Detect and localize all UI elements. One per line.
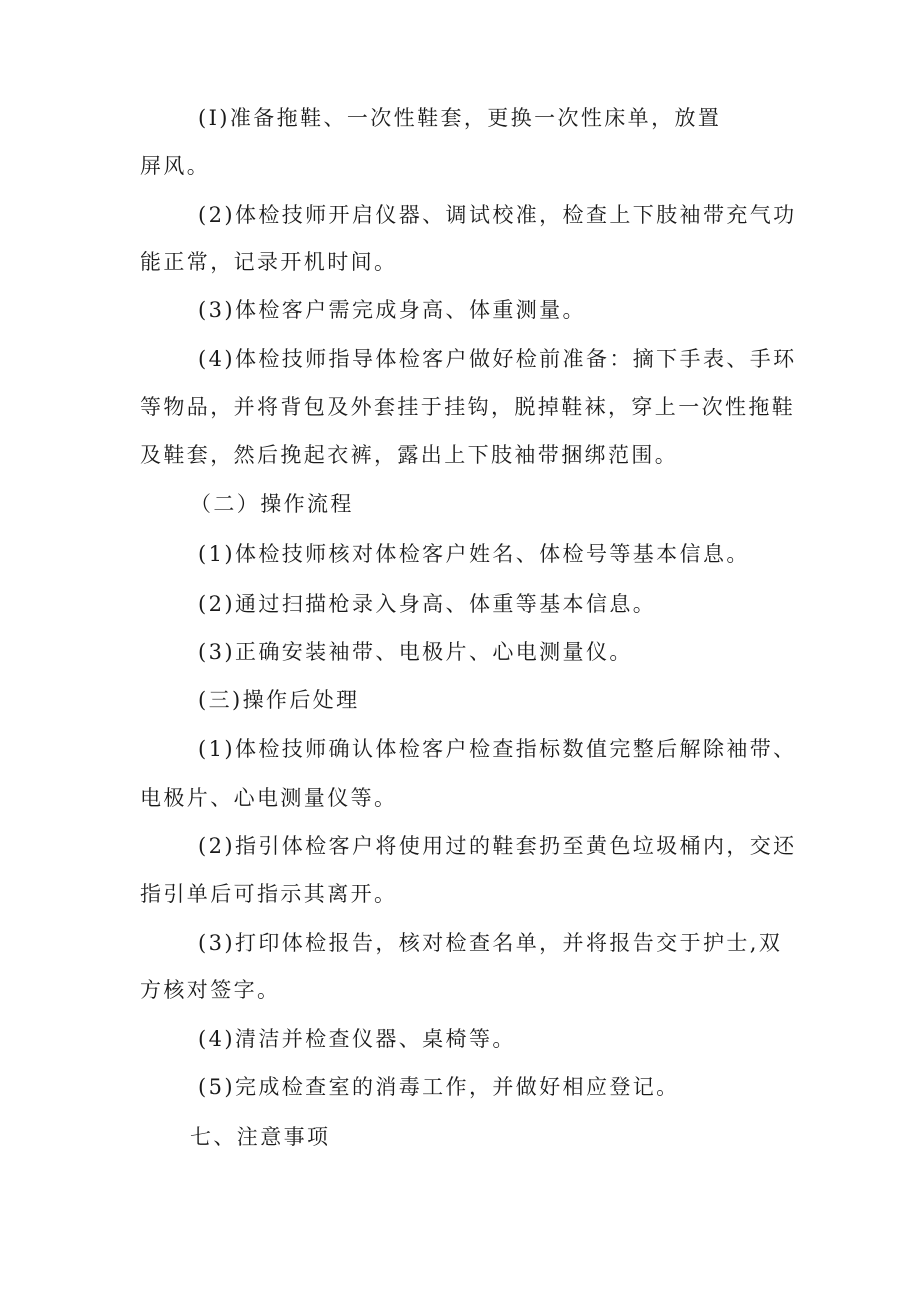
prep-item-4-line-3: 及鞋套，然后挽起衣裤，露出上下肢袖带捆绑范围。 [140, 443, 679, 467]
prep-item-3: (3)体检客户需完成身高、体重测量。 [198, 298, 586, 322]
prep-item-2-line-2: 能正常，记录开机时间。 [140, 250, 398, 274]
prep-item-4-line-1: (4)体检技师指导体检客户做好检前准备：摘下手表、手环 [198, 347, 797, 371]
operation-heading: （二）操作流程 [190, 492, 354, 516]
post-item-1-line-2: 电极片、心电测量仪等。 [140, 786, 398, 810]
post-item-5: (5)完成检查室的消毒工作，并做好相应登记。 [198, 1075, 680, 1099]
post-item-2-line-1: (2)指引体检客户将使用过的鞋套扔至黄色垃圾桶内，交还 [198, 834, 797, 858]
prep-item-1-line-2: 屏风。 [140, 154, 211, 178]
prep-item-2-line-1: (2)体检技师开启仪器、调试校准，检查上下肢袖带充气功 [198, 203, 797, 227]
operation-item-3: (3)正确安装袖带、电极片、心电测量仪。 [198, 640, 633, 664]
operation-item-2: (2)通过扫描枪录入身高、体重等基本信息。 [198, 592, 657, 616]
prep-item-4-line-2: 等物品，并将背包及外套挂于挂钩，脱掉鞋袜，穿上一次性拖鞋 [140, 395, 796, 419]
post-item-2-line-2: 指引单后可指示其离开。 [140, 882, 398, 906]
prep-item-1-line-1: (I)准备拖鞋、一次性鞋套，更换一次性床单，放置 [198, 106, 722, 130]
post-item-3-line-1: (3)打印体检报告，核对检查名单，并将报告交于护士,双 [198, 931, 783, 955]
operation-item-1: (1)体检技师核对体检客户姓名、体检号等基本信息。 [198, 542, 750, 566]
post-item-1-line-1: (1)体检技师确认体检客户检查指标数值完整后解除袖带、 [198, 737, 797, 761]
post-item-3-line-2: 方核对签字。 [140, 978, 281, 1002]
post-heading: (三)操作后处理 [198, 688, 360, 712]
post-item-4: (4)清洁并检查仪器、桌椅等。 [198, 1027, 516, 1051]
next-section-heading: 七、注意事项 [190, 1125, 331, 1149]
